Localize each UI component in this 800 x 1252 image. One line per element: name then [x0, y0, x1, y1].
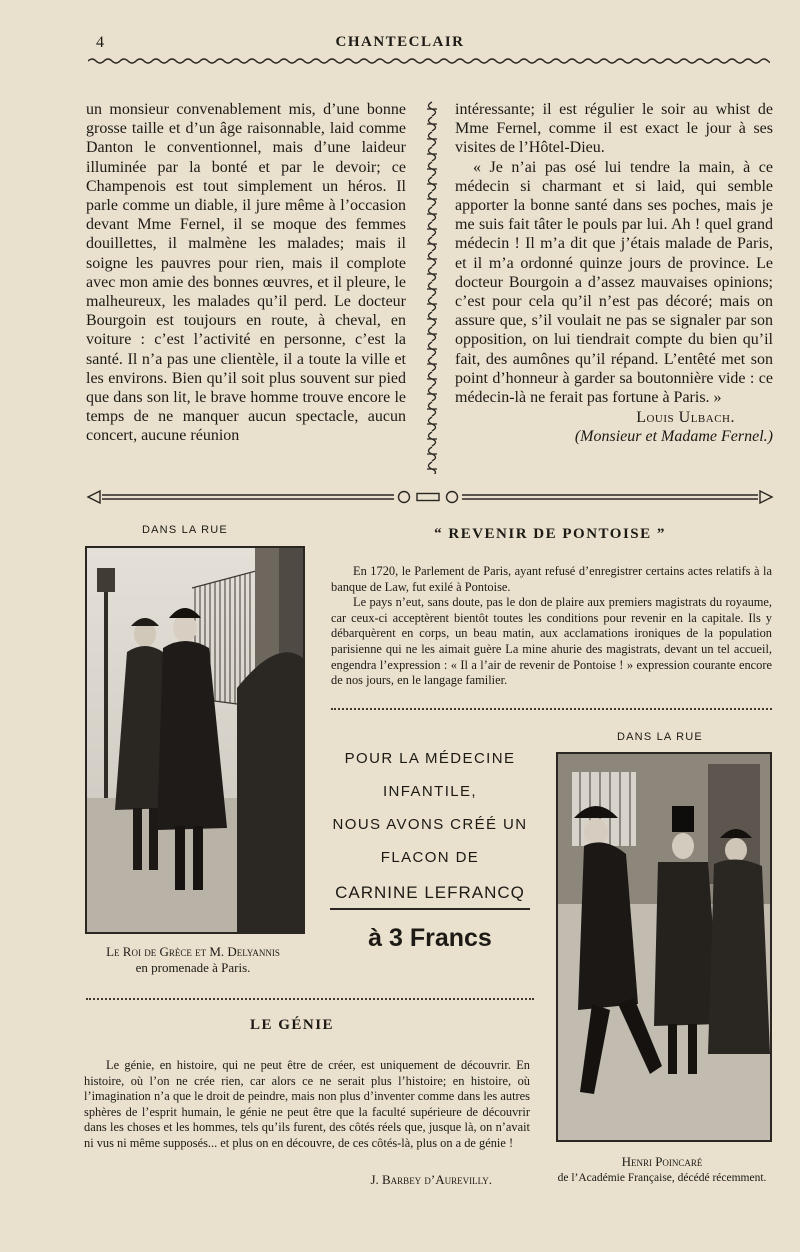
- genie-body: [84, 1058, 530, 1152]
- pontoise-body: [331, 564, 772, 689]
- photo-henri-poincare: [556, 752, 772, 1142]
- photo-right-caption-line-2: de l’Académie Française, décédé récemment.: [557, 1172, 767, 1184]
- street-photo-figures: [87, 548, 303, 932]
- photo-king-of-greece: [85, 546, 305, 934]
- page-number: 4: [96, 34, 104, 51]
- ad-price: à 3 Francs: [368, 924, 492, 952]
- photo-left-label: DANS LA RUE: [142, 524, 228, 536]
- vertical-ornament: [421, 98, 443, 474]
- ad-product-name: CARNINE LEFRANCQ: [330, 878, 530, 910]
- article-right-paragraph-2: « Je n’ai pas osé lui tendre la main, à ce médecin si charmant et si laid, qui semble apporter la bonne santé dans ses poches, mais je me suis fait tâter le pouls par lui. Ah ! quel grand médecin ! Il m’a dit que j’étais malade de Paris, et il m’a ordonné quinze jours de province. Le docteur Bourgoin a d’assez mauvaises opinions; c’est pour cela qu’il n’est pas décoré; mais on assure que, s’il voulait ne pas se signaler par son opposition, on lui tiendrait compte du bien qu’il fait, des aumônes qu’il répand. L’entêté met son point d’honneur à garder sa boutonnière vide : ce médecin-là ne ferait pas fortune à Paris. »: [455, 158, 773, 407]
- ad-line-4: FLACON DE: [380, 849, 480, 866]
- photo-right-label: DANS LA RUE: [617, 731, 703, 743]
- genie-text: Le génie, en histoire, qui ne peut être de créer, est uniquement de découvrir. En histoire, où l’on ne crée rien, car alors ce ne serait plus l’histoire; en histoire, où l’imagination n’a que le droit de peindre, mais non plus d’inventer comme dans les autres sphères de l’esprit humain, le génie ne peut être que la faculté supérieure de découvrir dans les choses et les hommes, tels qu’ils furent, des côtés réels que, jusque là, on n’avait ni vus ni même supposés... et plus on en découvre, de ces côtés-là, plus on a de génie !: [84, 1058, 530, 1150]
- article-right-paragraph-1: intéressante; il est régulier le soir au whist de Mme Fernel, comme il est exact le jour à ses visites de l’Hôtel-Dieu.: [455, 101, 773, 157]
- ad-line-3: NOUS AVONS CRÉÉ UN: [332, 816, 528, 833]
- article-left-text: un monsieur convenablement mis, d’une bonne grosse taille et d’un âge raisonnable, laid comme Danton le conventionnel, mais d’une laideur illuminée par la bonté et par le devoir; ce Champenois est tout simplement un héros. Il parle comme un diable, il jure même à l’occasion devant Mme Fernel, il se moque des femmes douillettes, il malmène les malades; mais il soigne les pauvres pour rien, mais il complote avec mon amie des bonnes œuvres, et il pleure, le malheureux, les malades qu’il perd. Le docteur Bourgoin est toujours en route, à cheval, en voiture : c’est l’activité en personne, c’est la santé. Il n’a pas une clientèle, il a toute la ville et les environs. Bien qu’il soit plus souvent sur pied que dans son lit, le brave homme trouve encore le temps de ne manquer aucun spectacle, aucun concert, aucune réunion: [86, 101, 406, 445]
- section-divider: [86, 487, 776, 507]
- photo-left-caption: [85, 944, 301, 976]
- pontoise-title: “ REVENIR DE PONTOISE ”: [434, 526, 666, 542]
- photo-right-caption-line-1: Henri Poincaré: [621, 1154, 703, 1169]
- carnine-advertisement: [330, 742, 530, 953]
- wavy-rule: [88, 56, 770, 66]
- dotted-rule-genie: [86, 998, 534, 1000]
- ad-line-1: POUR LA MÉDECINE: [344, 750, 516, 767]
- genie-title: LE GÉNIE: [249, 1017, 335, 1033]
- photo-left-caption-line-1: Le Roi de Grèce et M. Delyannis: [106, 944, 280, 959]
- street-photo-poincare: [558, 754, 770, 1140]
- masthead: CHANTECLAIR: [335, 34, 465, 50]
- pontoise-paragraph-1: En 1720, le Parlement de Paris, ayant refusé d’enregistrer certains actes relatifs à la banque de Law, fut exilé à Pontoise.: [331, 564, 772, 594]
- article-right-column: [455, 100, 773, 447]
- genie-author: J. Barbey d’Aurevilly.: [370, 1172, 492, 1187]
- photo-left-caption-line-2: en promenade à Paris.: [135, 960, 251, 975]
- article-left-column: [86, 100, 406, 446]
- article-source: (Monsieur et Madame Fernel.): [574, 428, 773, 446]
- article-author: Louis Ulbach.: [636, 409, 735, 427]
- ad-line-2: INFANTILE,: [382, 783, 478, 800]
- photo-right-caption: [556, 1154, 768, 1186]
- dotted-rule-pontoise: [331, 708, 772, 710]
- pontoise-paragraph-2: Le pays n’eut, sans doute, pas le don de plaire aux premiers magistrats du royaume, car ceux-ci acceptèrent bientôt toutes les conditions pour revenir en la capitale. Ils y débarquèrent en corps, un beau matin, aux acclamations ironiques de la population parisienne qui ne les aimait guère La mine ahurie des magistrats, devant un tel accueil, engendra l’expression : « Il a l’air de revenir de Pontoise ! » expression courante encore de nos jours, en le langage familier.: [331, 595, 772, 688]
